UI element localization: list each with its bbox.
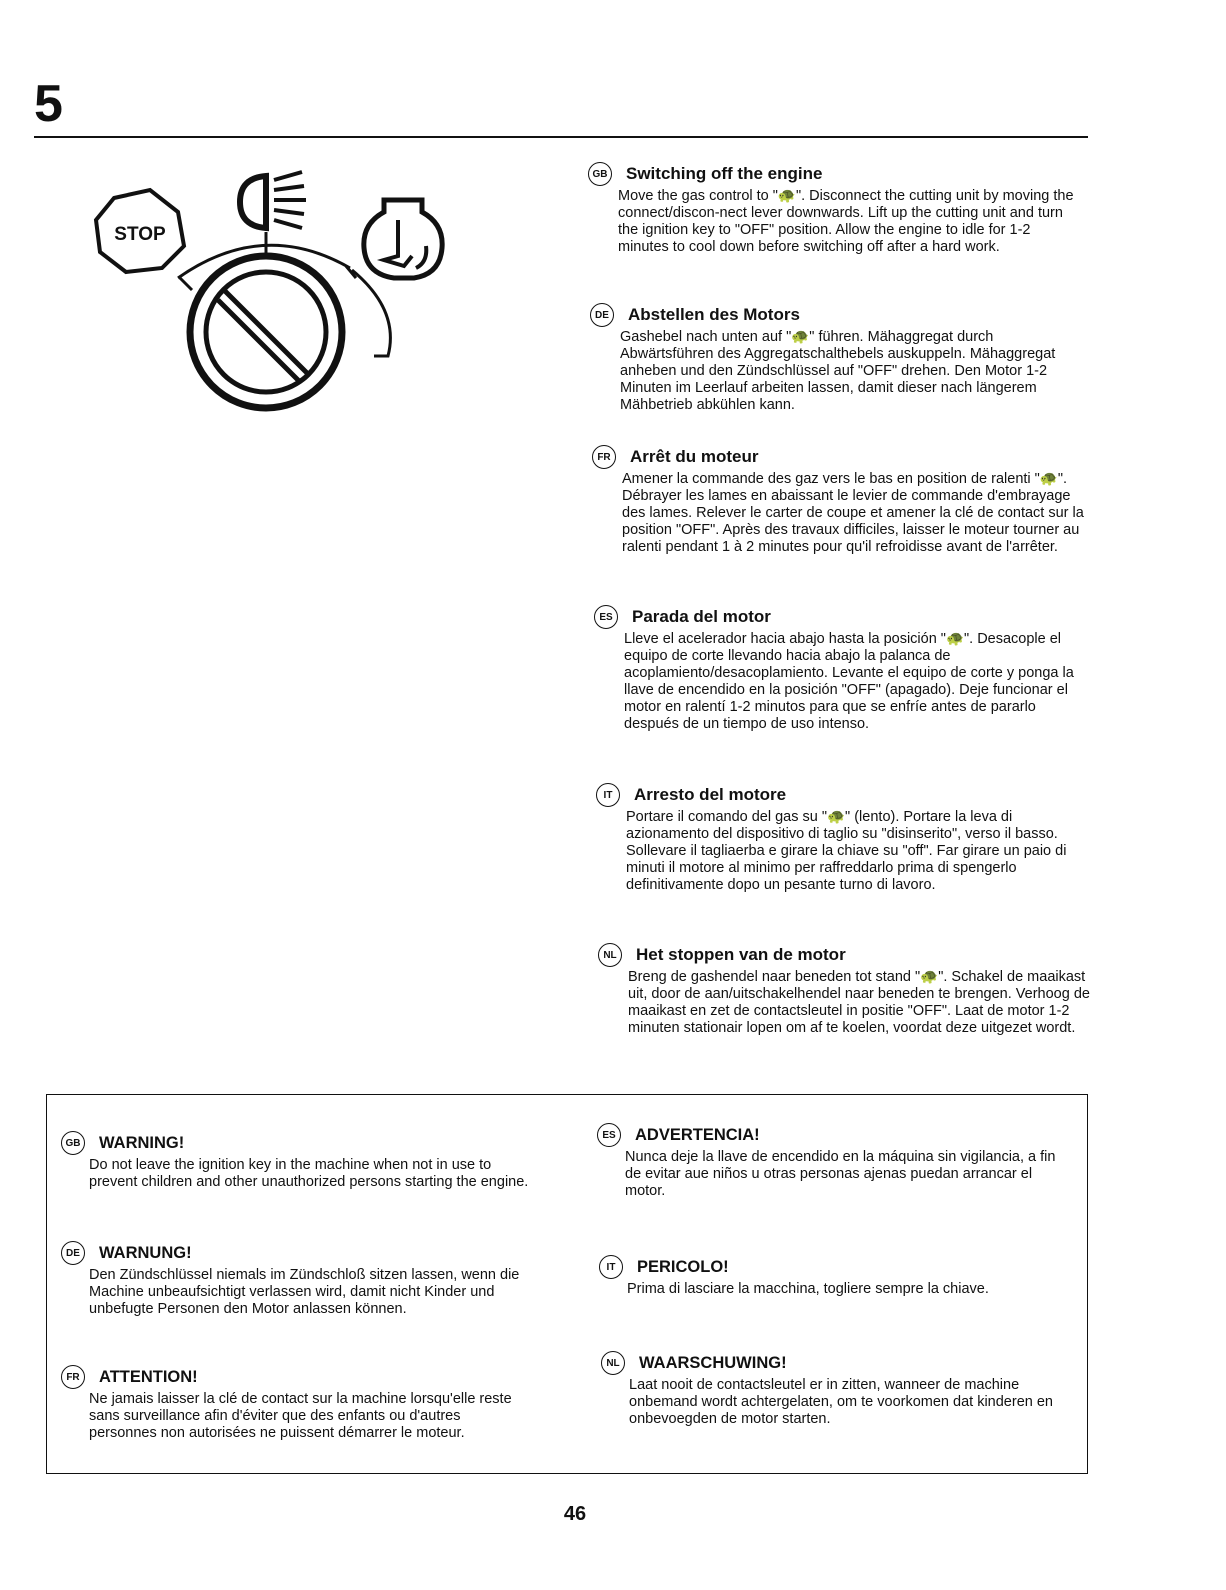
section-de — [590, 303, 1084, 414]
page-number: 46 — [563, 1503, 587, 1525]
warning-it — [599, 1255, 1069, 1298]
top-rule — [34, 136, 1088, 138]
warning-box — [46, 1094, 1088, 1474]
warning-gb — [61, 1131, 531, 1191]
warning-title: WAARSCHUWING! — [639, 1353, 787, 1372]
start-arc — [352, 270, 390, 356]
section-title: Arrêt du moteur — [630, 447, 759, 466]
section-title: Arresto del motore — [634, 785, 787, 804]
section-gb — [588, 162, 1082, 256]
warning-nl — [601, 1351, 1071, 1428]
section-body: Move the gas control to "🐢". Disconnect the cutting unit by moving the connect/discon-nect lever downwards. Lift up the cutting unit and turn the ignition key to "OFF" position. Allow the engine to idle for 1-2 minutes to cool down before switching off after a hard work. — [618, 188, 1074, 255]
lang-badge-nl: NL — [601, 1351, 625, 1375]
lang-badge-de: DE — [590, 303, 614, 327]
section-body: Gashebel nach unten auf "🐢" führen. Mähaggregat durch Abwärtsführen des Aggregatschalthebels auskuppeln. Mähaggregat anheben und den Zündschlüssel auf "OFF" drehen. Den Motor 1-2 Minuten im Leerlauf arbeiten lassen, damit dieser nach längerem Mähbetrieb abkühlen kann. — [620, 329, 1056, 413]
section-nl — [598, 943, 1092, 1037]
lang-badge-es: ES — [594, 605, 618, 629]
warning-body: Nunca deje la llave de encendido en la máquina sin vigilancia, a fin de evitar aue niños u otras personas ajenas puedan arrancar el motor. — [625, 1149, 1056, 1199]
warning-body: Laat nooit de contactsleutel er in zitten, wanneer de machine onbemand wordt achtergelaten, om te voorkomen dat kinderen en onbevoegden de motor starten. — [629, 1377, 1053, 1427]
lang-badge-de: DE — [61, 1241, 85, 1265]
lang-badge-it: IT — [599, 1255, 623, 1279]
lang-badge-fr: FR — [592, 445, 616, 469]
ignition-lock-icon — [190, 256, 342, 408]
section-number: 5 — [34, 75, 63, 133]
warning-title: PERICOLO! — [637, 1257, 729, 1276]
section-body: Breng de gashendel naar beneden tot stand "🐢". Schakel de maaikast uit, door de aan/uitschakelhendel naar beneden te brengen. Verhoog de maaikast en zet de contactsleutel in positie "OFF". Laat de motor 1-2 minuten stationair lopen om af te koelen, voordat deze uitgezet wordt. — [628, 969, 1090, 1036]
section-body: Portare il comando del gas su "🐢" (lento). Portare la leva di azionamento del dispositivo di taglio su "disinserito", verso il basso. Sollevare il tagliaerba e girare la chiave su "off". Far girare un paio di minuti il motore al minimo per raffreddarlo prima di spengerlo definitivamente dopo un pesante turno di lavoro. — [626, 809, 1067, 893]
warning-title: WARNING! — [99, 1133, 185, 1152]
warning-body: Do not leave the ignition key in the machine when not in use to prevent children and other unauthorized persons starting the engine. — [89, 1157, 529, 1190]
section-title: Switching off the engine — [626, 164, 823, 183]
warning-body: Prima di lasciare la macchina, togliere sempre la chiave. — [627, 1281, 989, 1297]
warning-de — [61, 1241, 531, 1318]
section-body: Amener la commande des gaz vers le bas en position de ralenti "🐢". Débrayer les lames en abaissant le levier de commande d'embrayage des lames. Relever le carter de coupe et amener la clé de contact sur la position "OFF". Après des travaux difficiles, laisser le moteur tourner au ralenti pendant 1 à 2 minutes pour qu'il refroidisse avant de l'arrêter. — [622, 471, 1084, 555]
warning-title: WARNUNG! — [99, 1243, 192, 1262]
section-title: Abstellen des Motors — [628, 305, 800, 324]
warning-title: ADVERTENCIA! — [635, 1125, 760, 1144]
section-es — [594, 605, 1088, 733]
section-title: Het stoppen van de motor — [636, 945, 846, 964]
warning-body: Den Zündschlüssel niemals im Zündschloß sitzen lassen, wenn die Machine unbeaufsichtigt verlassen wird, damit nicht Kinder und unbefugte Personen den Motor anlassen können. — [89, 1267, 520, 1317]
lang-badge-gb: GB — [61, 1131, 85, 1155]
lang-badge-it: IT — [596, 783, 620, 807]
warning-fr — [61, 1365, 531, 1442]
lang-badge-gb: GB — [588, 162, 612, 186]
section-fr — [592, 445, 1086, 556]
lang-badge-nl: NL — [598, 943, 622, 967]
headlight-icon — [240, 172, 306, 228]
section-it — [596, 783, 1090, 894]
warning-es — [597, 1123, 1067, 1200]
engine-start-icon — [364, 200, 442, 278]
stop-label: STOP — [114, 224, 166, 245]
warning-body: Ne jamais laisser la clé de contact sur la machine lorsqu'elle reste sans surveillance afin d'éviter que des enfants ou d'autres personnes non autorisées ne puissent démarrer le moteur. — [89, 1391, 512, 1441]
lang-badge-fr: FR — [61, 1365, 85, 1389]
section-body: Lleve el acelerador hacia abajo hasta la posición "🐢". Desacople el equipo de corte llevando hacia abajo la palanca de acoplamiento/desacoplamiento. Levante el equipo de corte y ponga la llave de encendido en la posición "OFF" (apagado). Deje funcionar el motor en ralentí 1-2 minutos para que se enfríe antes de pararlo después de un tiempo de uso intenso. — [624, 631, 1074, 732]
ignition-switch-illustration — [88, 160, 468, 480]
section-title: Parada del motor — [632, 607, 771, 626]
lang-badge-es: ES — [597, 1123, 621, 1147]
warning-title: ATTENTION! — [99, 1367, 198, 1386]
